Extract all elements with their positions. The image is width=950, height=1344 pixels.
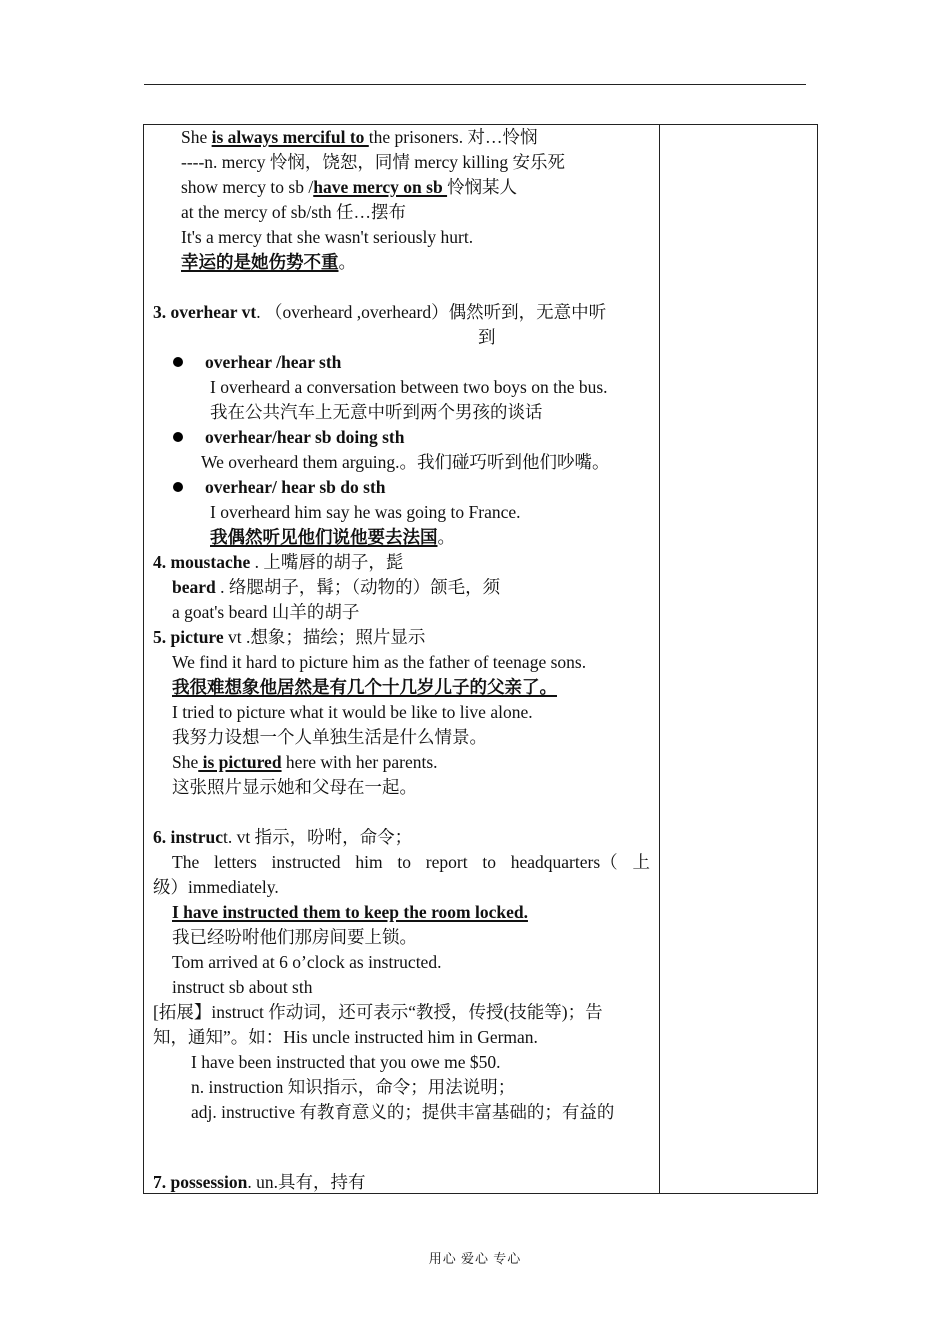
header-rule [144,84,806,85]
keyphrase: is pictured [198,752,282,772]
instruct-about-line: instruct sb about sth [172,977,313,997]
overhear-example-3: I overheard him say he was going to France. [210,502,521,522]
its-a-mercy-line: It's a mercy that she wasn't seriously hurt. [181,227,474,247]
picture-example-3 [172,750,438,775]
instruct-example-wrap: 级）immediately. [153,877,279,897]
picture-translation-3: 这张照片显示她和父母在一起。 [172,777,417,797]
overhear-translation-3 [210,525,455,550]
instruct-key-translation: 我已经吩咐他们那房间要上锁。 [172,927,417,947]
overhear-pattern-2: overhear/hear sb doing sth [205,427,405,447]
instruct-extension-1: [拓展】instruct 作动词，还可表示“教授，传授(技能等)；告 [153,1002,603,1022]
text: . （overheard ,overheard）偶然听到，无意中听 [256,302,607,322]
moustache-heading [153,550,403,575]
text: . un.具有，持有 [247,1172,366,1192]
instruct-adj-line: adj. instructive 有教育意义的；提供丰富基础的；有益的 [191,1102,615,1122]
instruct-extension-2: 知，通知”。如：His uncle instructed him in German. [153,1027,538,1047]
overhear-pattern-1: overhear /hear sth [205,352,342,372]
word: instructed [271,852,341,872]
bullet-icon [173,357,183,367]
text: . 络腮胡子，髯；（动物的）颌毛，须 [215,577,501,597]
word: The [172,852,200,872]
text: t. vt 指示，吩咐，命令； [223,827,413,847]
overhear-example-1: I overheard a conversation between two boys on the bus. [210,377,608,397]
instruct-tom-line: Tom arrived at 6 o’clock as instructed. [172,952,442,972]
merciful-example [181,125,537,150]
instruct-owe-line: I have been instructed that you owe me $50. [191,1052,501,1072]
headword: 7. possession [153,1172,248,1192]
keyphrase: have mercy on sb [313,177,448,197]
bullet-icon [173,432,183,442]
text: show mercy to sb / [181,177,314,197]
mercy-noun-line: ----n. mercy 怜悯，饶恕，同情 mercy killing 安乐死 [181,152,565,172]
picture-example-2: I tried to picture what it would be like to live alone. [172,702,533,722]
overhear-heading [153,300,606,325]
text: 怜悯某人 [447,177,518,197]
beard-line [172,575,500,600]
text: vt .想象；描绘；照片显示 [223,627,426,647]
instruct-heading [153,825,412,850]
bullet-icon [173,482,183,492]
overhear-translation-1: 我在公共汽车上无意中听到两个男孩的谈话 [210,402,543,422]
headword: 5. picture [153,627,224,647]
page-footer: 用心 爱心 专心 [428,1251,522,1266]
word: him [355,852,383,872]
headword: 3. overhear vt [153,302,257,322]
overhear-pattern-3: overhear/ hear sb do sth [205,477,386,497]
show-mercy-line [181,175,517,200]
text: She [181,127,212,147]
picture-example-1: We find it hard to picture him as the father of teenage sons. [172,652,587,672]
goat-beard-line: a goat's beard 山羊的胡子 [172,602,360,622]
mercy-translation [181,250,356,275]
keyphrase: 幸运的是她伤势不重 [181,252,339,272]
text: 。 [437,527,455,547]
possession-heading [153,1170,365,1195]
picture-translation-2: 我努力设想一个人单独生活是什么情景。 [172,727,487,747]
word: to [482,852,496,872]
keyphrase: is always merciful to [211,127,369,147]
word: to [397,852,411,872]
text: She [172,752,199,772]
overhear-heading-wrap: 到 [478,327,496,347]
column-divider [659,124,660,1194]
picture-translation-1: 我很难想象他居然是有几个十几岁儿子的父亲了。 [172,677,557,697]
text: here with her parents. [281,752,438,772]
instruct-example-justified [172,850,650,875]
word: headquarters（ [510,852,618,872]
word: report [425,852,468,872]
instruct-noun-line: n. instruction 知识指示，命令；用法说明； [191,1077,516,1097]
word: 上 [632,852,650,872]
keyphrase: 我偶然听见他们说他要去法国 [210,527,438,547]
picture-heading [153,625,425,650]
instruct-key-example: I have instructed them to keep the room locked. [172,902,528,922]
at-the-mercy-line: at the mercy of sb/sth 任…摆布 [181,202,407,222]
overhear-example-2: We overheard them arguing.。我们碰巧听到他们吵嘴。 [201,452,610,472]
headword: beard [172,577,216,597]
text: . 上嘴唇的胡子，髭 [250,552,404,572]
headword: 4. moustache [153,552,251,572]
headword: 6. instruc [153,827,223,847]
word: letters [214,852,257,872]
text: 。 [338,252,356,272]
text: the prisoners. 对…怜悯 [368,127,538,147]
